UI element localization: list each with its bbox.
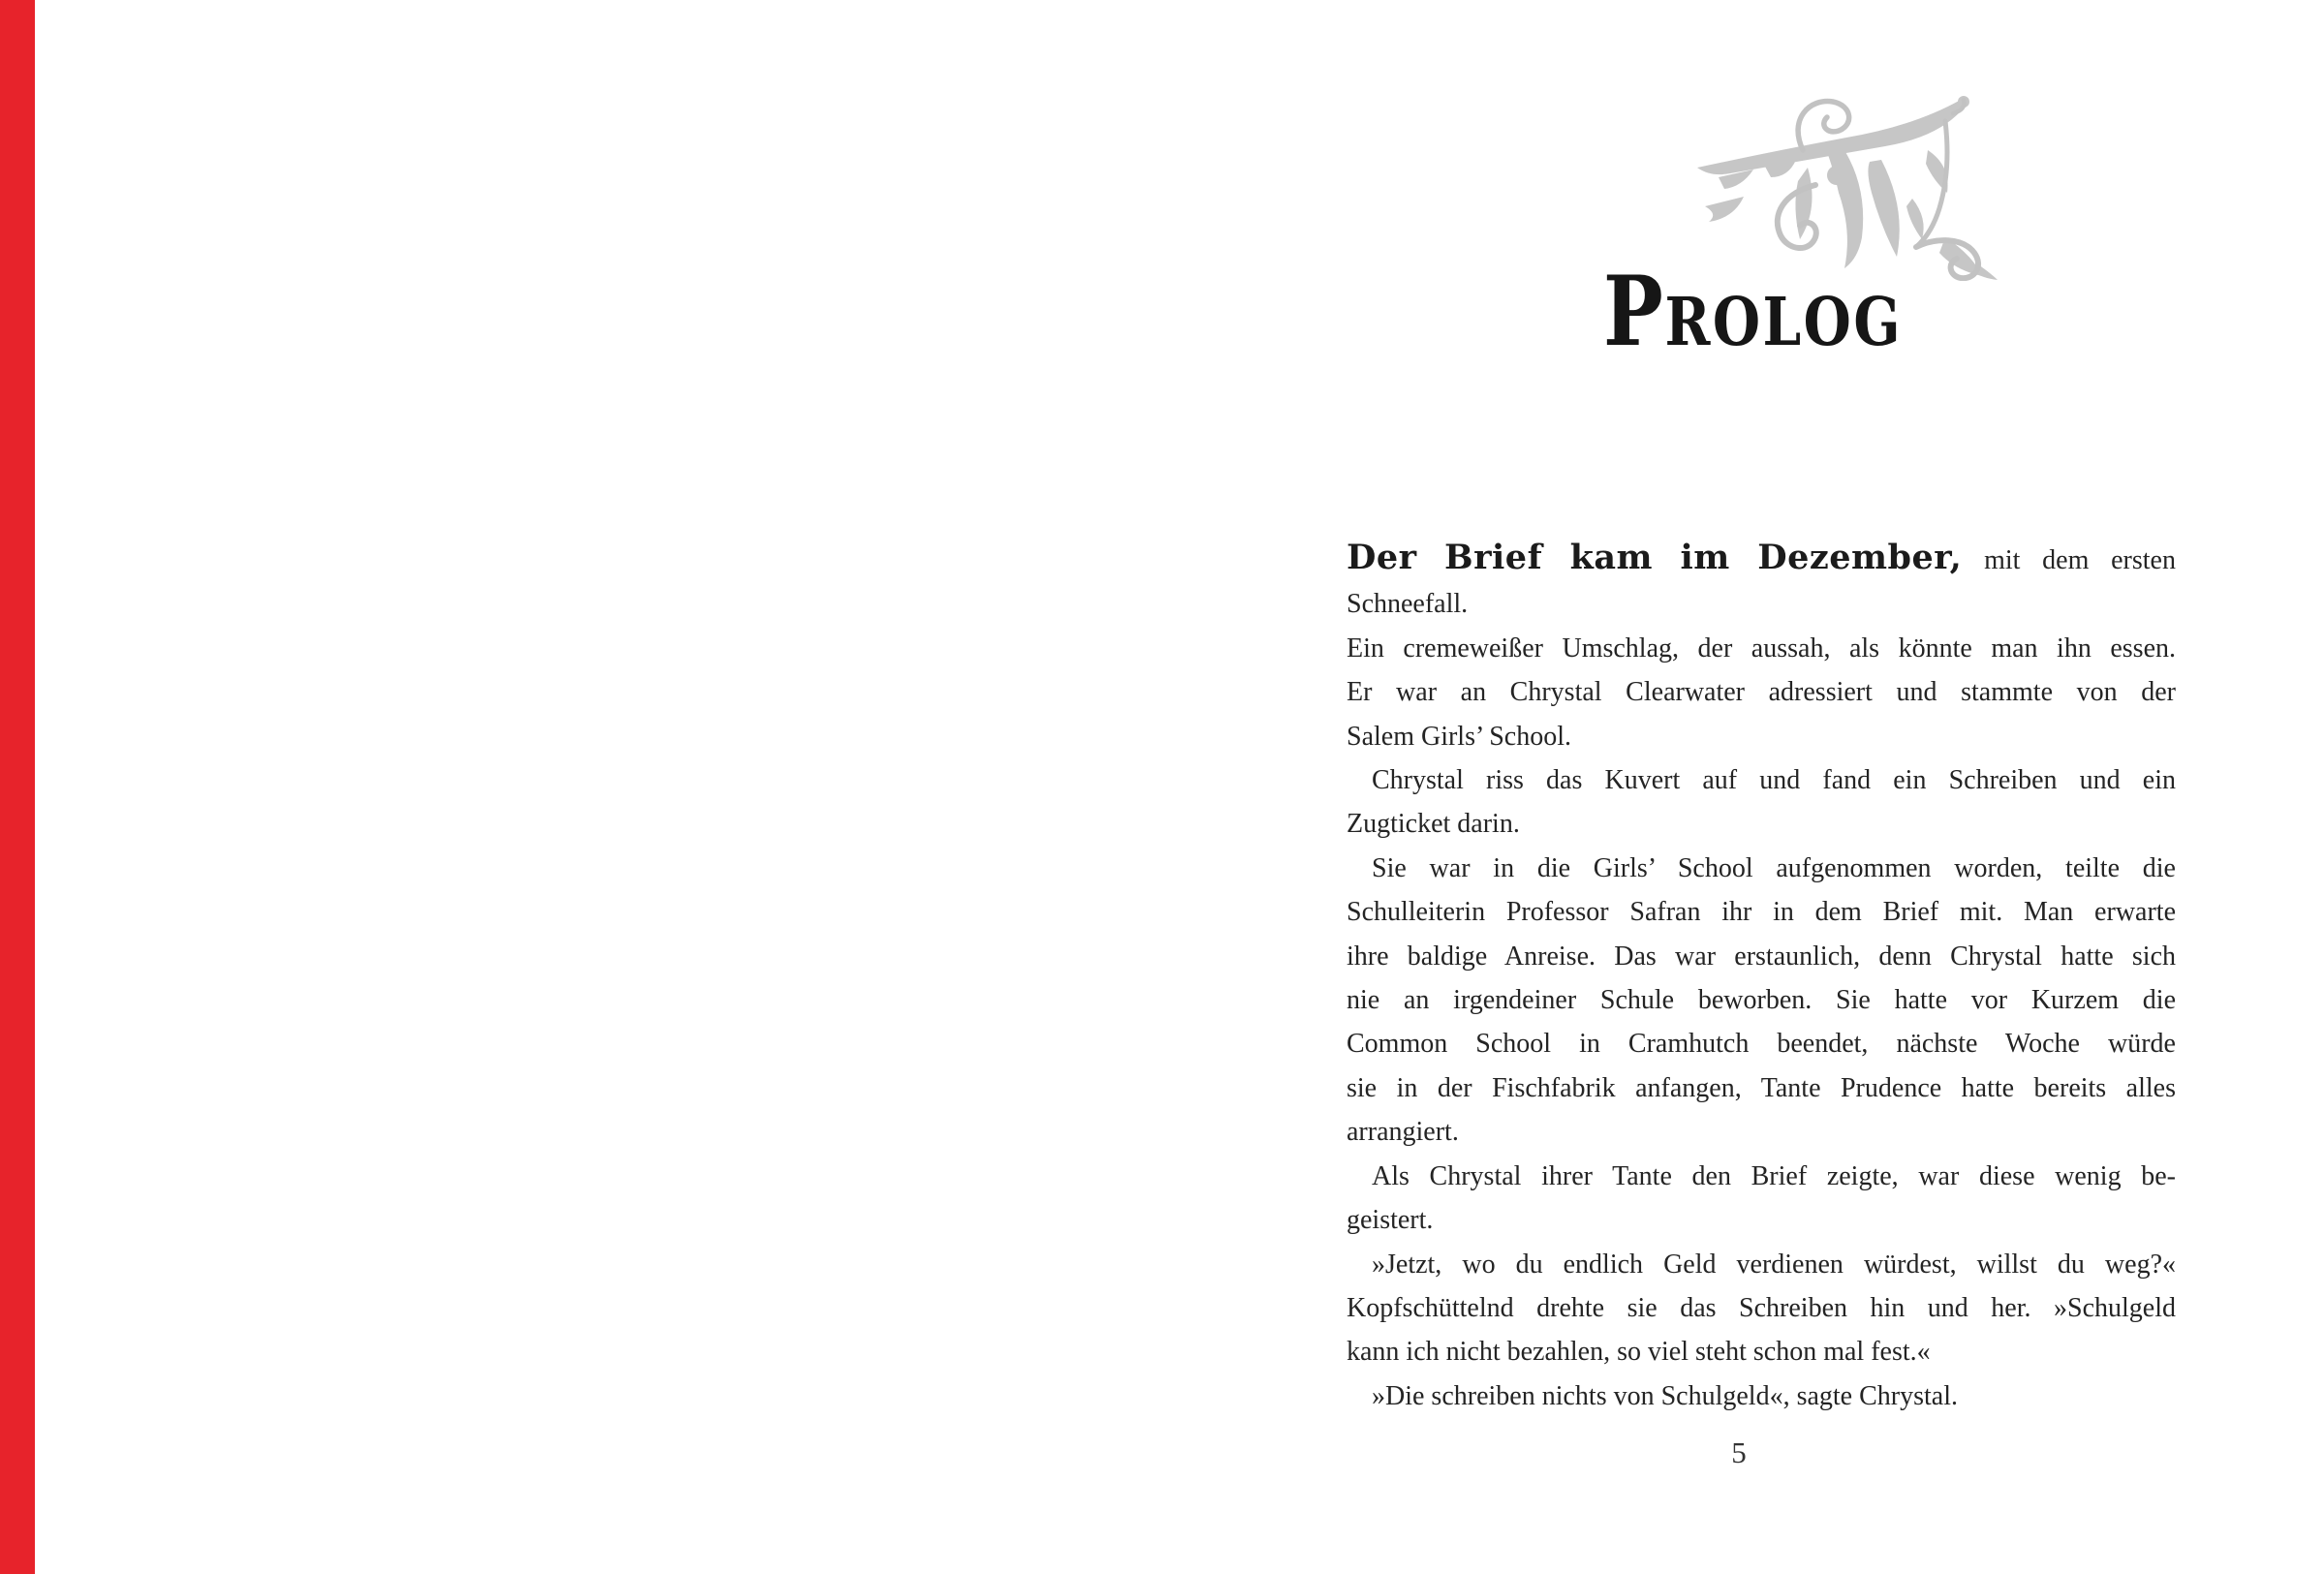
text-line: Chrystal riss das Kuvert auf und fand ein Schreiben und ein	[1372, 765, 2176, 796]
text-line: ihre baldige Anreise. Das war erstaunlich, denn Chrystal hatte sich	[1347, 941, 2176, 972]
right-page	[1159, 0, 2324, 1574]
text-line: Er war an Chrystal Clearwater adressiert und stammte von der	[1347, 677, 2176, 708]
text-line: Salem Girls’ School.	[1347, 721, 1572, 752]
heading-rest: ROLOG	[1664, 284, 1904, 361]
text-line: »Die schreiben nichts von Schulgeld«, sagte Chrystal.	[1372, 1380, 1958, 1411]
text-line: geistert.	[1347, 1205, 1434, 1236]
book-cover-spine-strip	[0, 0, 35, 1574]
text-line: Ein cremeweißer Umschlag, der aussah, als könnte man ihn essen.	[1347, 633, 2176, 664]
text-line: sie in der Fischfabrik anfangen, Tante Prudence hatte bereits alles	[1347, 1072, 2176, 1103]
body-text-block	[1347, 539, 2176, 1418]
text-line: »Jetzt, wo du endlich Geld verdienen würdest, willst du weg?«	[1372, 1249, 2176, 1280]
text-line: Als Chrystal ihrer Tante den Brief zeigte, war diese wenig be-	[1372, 1160, 2176, 1191]
chapter-heading	[1603, 256, 1904, 368]
text-line: Schulleiterin Professor Safran ihr in dem Brief mit. Man erwarte	[1347, 897, 2176, 928]
text-line: Kopfschüttelnd drehte sie das Schreiben hin und her. »Schulgeld	[1347, 1292, 2176, 1323]
floral-flourish-ornament	[1691, 92, 2001, 281]
text-line: nie an irgendeiner Schule beworben. Sie hatte vor Kurzem die	[1347, 985, 2176, 1016]
text-line: arrangiert.	[1347, 1117, 1459, 1148]
text-line: Zugticket darin.	[1347, 809, 1520, 840]
heading-initial-letter: P	[1603, 256, 1665, 368]
left-page-blank	[35, 0, 1159, 1574]
text-line: Sie war in die Girls’ School aufgenommen worden, teilte die	[1372, 852, 2176, 883]
page-number: 5	[1731, 1435, 1747, 1469]
text-line: Common School in Cramhutch beendet, nächste Woche würde	[1347, 1029, 2176, 1060]
text-line: Der Brief kam im Dezember, mit dem ersten Schneefall.	[1347, 538, 2176, 620]
lead-in-phrase: Der Brief kam im Dezember,	[1347, 538, 1963, 577]
text-line: kann ich nicht bezahlen, so viel steht schon mal fest.«	[1347, 1337, 1931, 1368]
